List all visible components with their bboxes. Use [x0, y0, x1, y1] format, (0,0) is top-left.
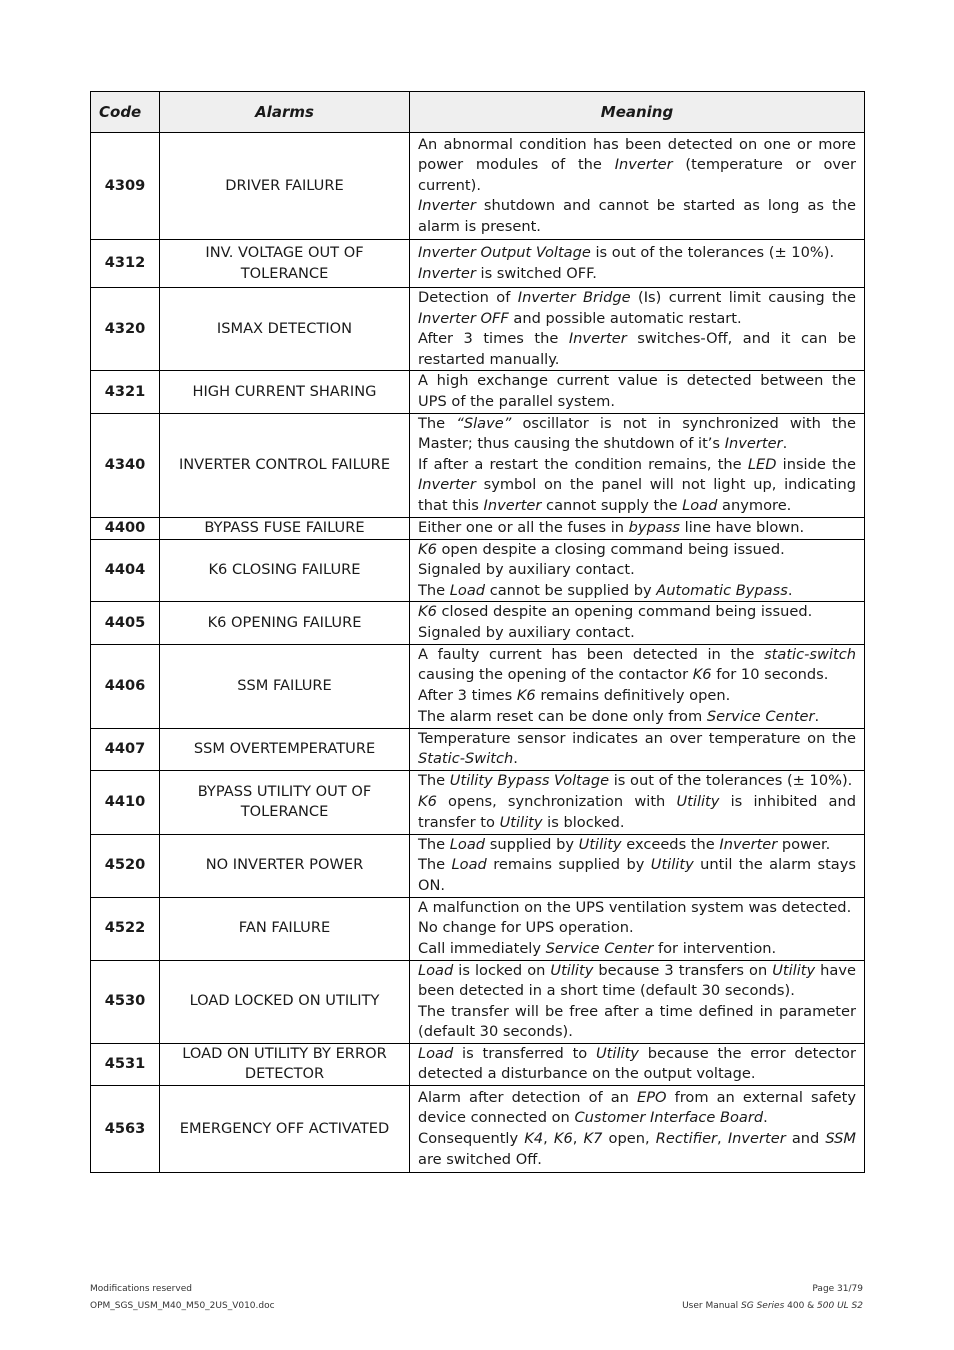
footer-manual-title	[682, 1301, 863, 1311]
header-meaning: Meaning	[410, 92, 865, 133]
meaning-term: LED	[747, 455, 777, 473]
alarm-name: K6 OPENING FAILURE	[160, 602, 410, 644]
meaning-text: supplied by	[485, 835, 579, 853]
meaning-term: Utility	[499, 813, 543, 831]
meaning-text: is out of the tolerances (± 10%).	[609, 772, 853, 790]
meaning-paragraph	[418, 1044, 856, 1085]
alarm-name: NO INVERTER POWER	[160, 834, 410, 897]
footer-page-number: Page 31/79	[812, 1284, 863, 1294]
meaning-term: K6	[516, 687, 536, 705]
meaning-text: closed despite an opening command being issued.	[436, 603, 813, 621]
meaning-text: (temperature or over current).	[418, 156, 856, 194]
meaning-term: K6	[418, 792, 437, 810]
table-row	[91, 539, 865, 602]
meaning-text: open despite a closing command being issued.	[436, 540, 785, 558]
meaning-text: exceeds the	[621, 835, 720, 853]
alarm-meaning	[410, 539, 865, 602]
alarm-name: INV. VOLTAGE OUT OF TOLERANCE	[160, 240, 410, 288]
footer-manual-series: SG Series	[741, 1301, 785, 1311]
meaning-text: No change for UPS operation.	[418, 919, 634, 937]
meaning-paragraph	[418, 264, 856, 285]
alarm-meaning	[410, 834, 865, 897]
meaning-text: If after a restart the condition remains, the	[418, 455, 748, 473]
meaning-text: have been detected in a short time (default 30 seconds).	[418, 961, 856, 1000]
meaning-text: and possible automatic restart.	[508, 309, 742, 327]
alarm-name: K6 CLOSING FAILURE	[160, 539, 410, 602]
table-row	[91, 1086, 865, 1173]
alarm-code: 4410	[91, 770, 160, 834]
meaning-term: K6	[692, 666, 712, 684]
meaning-text: A malfunction on the UPS ventilation system was detected.	[418, 898, 852, 916]
meaning-text: .	[763, 1109, 768, 1127]
alarm-name: INVERTER CONTROL FAILURE	[160, 413, 410, 517]
meaning-text: The	[418, 772, 450, 790]
meaning-text: for 10 seconds.	[711, 666, 829, 684]
meaning-text: Temperature sensor indicates an over temperature on the	[418, 729, 856, 747]
meaning-text: oscillator is not in synchronized with the Master; thus causing the shutdown of it’s	[418, 414, 856, 453]
alarm-name: LOAD LOCKED ON UTILITY	[160, 960, 410, 1043]
meaning-paragraph	[418, 961, 856, 1002]
alarm-name: DRIVER FAILURE	[160, 133, 410, 240]
meaning-text: A faulty current has been detected in the	[418, 645, 765, 663]
alarm-code: 4400	[91, 517, 160, 539]
meaning-text: symbol on the panel will not light up, indicating that this	[418, 476, 856, 514]
meaning-text: The	[418, 835, 450, 853]
meaning-text: Either one or all the fuses in	[418, 518, 629, 536]
meaning-text: is blocked.	[542, 813, 625, 831]
alarm-code: 4530	[91, 960, 160, 1043]
meaning-term: Load	[449, 835, 486, 853]
meaning-text: .	[787, 581, 793, 599]
meaning-text: ,	[717, 1130, 728, 1148]
meaning-text: power.	[777, 835, 831, 853]
meaning-term: Load	[451, 856, 487, 874]
table-row	[91, 240, 865, 288]
alarm-meaning	[410, 517, 865, 539]
meaning-paragraph	[418, 196, 856, 237]
meaning-text: (Is) current limit causing the	[630, 289, 856, 306]
meaning-text: The transfer will be free after a time defined in parameter (default 30 seconds).	[418, 1002, 856, 1041]
meaning-paragraph	[418, 707, 856, 728]
table-row	[91, 1043, 865, 1085]
meaning-paragraph	[418, 939, 856, 960]
meaning-text: anymore.	[717, 496, 792, 514]
alarm-meaning	[410, 728, 865, 770]
alarm-meaning	[410, 413, 865, 517]
meaning-term: Utility	[578, 835, 622, 853]
header-alarms: Alarms	[160, 92, 410, 133]
meaning-paragraph	[418, 623, 856, 644]
meaning-text: Alarm after detection of an	[418, 1088, 637, 1106]
meaning-paragraph	[418, 855, 856, 896]
meaning-text: Signaled by auxiliary contact.	[418, 623, 635, 641]
meaning-text: is out of the tolerances (± 10%).	[590, 243, 835, 261]
table-row	[91, 728, 865, 770]
table-row	[91, 602, 865, 644]
footer-manual-prefix: User Manual	[682, 1301, 742, 1311]
meaning-text: After 3 times the	[418, 330, 569, 348]
meaning-text: from an external safety device connected on	[418, 1088, 856, 1127]
table-row	[91, 371, 865, 413]
meaning-text: The	[418, 581, 450, 599]
meaning-text: switches-Off, and it can be restarted manually.	[418, 330, 856, 368]
meaning-term: Inverter	[483, 496, 542, 514]
meaning-term: Inverter	[418, 197, 476, 215]
meaning-term: Load	[418, 961, 454, 979]
table-row	[91, 288, 865, 371]
meaning-text: because the error detector detected a disturbance on the output voltage.	[418, 1044, 856, 1083]
meaning-text: Detection of	[418, 289, 518, 306]
header-code: Code	[91, 92, 160, 133]
alarm-name: SSM FAILURE	[160, 644, 410, 728]
meaning-text: remains definitively open.	[535, 687, 731, 705]
alarm-code: 4405	[91, 602, 160, 644]
meaning-paragraph	[418, 645, 856, 686]
meaning-term: Service Center	[706, 707, 815, 725]
meaning-term: EPO	[636, 1088, 667, 1106]
meaning-term: Utility	[676, 792, 720, 810]
alarm-meaning	[410, 133, 865, 240]
table-row	[91, 960, 865, 1043]
meaning-paragraph	[418, 518, 856, 539]
meaning-text: The	[418, 414, 457, 432]
alarm-code: 4531	[91, 1043, 160, 1085]
alarm-name: SSM OVERTEMPERATURE	[160, 728, 410, 770]
meaning-term: Rectifier	[655, 1130, 718, 1148]
alarm-table	[90, 91, 865, 1173]
alarm-meaning	[410, 960, 865, 1043]
alarm-code: 4340	[91, 413, 160, 517]
meaning-text: .	[814, 707, 820, 725]
meaning-paragraph	[418, 1129, 856, 1170]
alarm-name: HIGH CURRENT SHARING	[160, 371, 410, 413]
meaning-term: K4	[524, 1130, 544, 1148]
meaning-paragraph	[418, 686, 856, 707]
meaning-text: ,	[572, 1130, 584, 1148]
alarm-code: 4321	[91, 371, 160, 413]
meaning-term: Customer Interface Board	[574, 1109, 764, 1127]
meaning-text: .	[513, 750, 518, 768]
meaning-paragraph	[418, 540, 856, 561]
meaning-term: Static-Switch	[418, 750, 514, 768]
meaning-term: Inverter OFF	[418, 309, 509, 327]
meaning-paragraph	[418, 729, 856, 770]
meaning-term: Load	[682, 496, 718, 514]
meaning-paragraph	[418, 918, 856, 939]
meaning-text: The alarm reset can be done only from	[418, 707, 707, 725]
meaning-term: K6	[553, 1130, 573, 1148]
table-row	[91, 133, 865, 240]
alarm-code: 4407	[91, 728, 160, 770]
meaning-text: ,	[543, 1130, 554, 1148]
meaning-paragraph	[418, 1088, 856, 1129]
alarm-name: ISMAX DETECTION	[160, 288, 410, 371]
meaning-term: Utility	[550, 961, 594, 979]
table-row	[91, 413, 865, 517]
meaning-term: K6	[418, 540, 437, 558]
meaning-text: The	[418, 856, 452, 874]
alarm-meaning	[410, 1043, 865, 1085]
alarm-name: LOAD ON UTILITY BY ERROR DETECTOR	[160, 1043, 410, 1085]
meaning-paragraph	[418, 581, 856, 602]
meaning-text: and	[785, 1130, 826, 1148]
meaning-term: bypass	[628, 518, 680, 536]
meaning-text: After 3 times	[418, 687, 517, 705]
meaning-paragraph	[418, 792, 856, 833]
meaning-term: Utility	[596, 1044, 639, 1062]
meaning-term: Inverter	[724, 435, 783, 453]
alarm-meaning	[410, 770, 865, 834]
table-row	[91, 517, 865, 539]
meaning-term: Inverter Output Voltage	[418, 243, 591, 261]
meaning-text: causing the opening of the contactor	[418, 666, 693, 684]
meaning-term: Load	[418, 1044, 454, 1062]
alarm-meaning	[410, 371, 865, 413]
meaning-term: “Slave”	[456, 414, 512, 432]
meaning-paragraph	[418, 329, 856, 370]
meaning-text: An abnormal condition has been detected on one or more power modules of the	[418, 135, 856, 174]
alarm-meaning	[410, 1086, 865, 1173]
meaning-paragraph	[418, 414, 856, 455]
meaning-paragraph	[418, 371, 856, 412]
meaning-term: Inverter	[614, 156, 673, 174]
meaning-text: cannot be supplied by	[485, 581, 657, 599]
meaning-term: K6	[418, 603, 437, 621]
alarm-code: 4563	[91, 1086, 160, 1173]
meaning-paragraph	[418, 135, 856, 197]
alarm-meaning	[410, 644, 865, 728]
meaning-text: is transferred to	[453, 1044, 596, 1062]
alarm-code: 4406	[91, 644, 160, 728]
meaning-term: Inverter	[418, 476, 476, 494]
meaning-text: are switched Off.	[418, 1150, 542, 1168]
meaning-term: Inverter Bridge	[517, 289, 631, 306]
meaning-term: Utility	[650, 856, 694, 874]
meaning-term: Inverter	[727, 1130, 786, 1148]
alarm-name: BYPASS FUSE FAILURE	[160, 517, 410, 539]
footer-filename: OPM_SGS_USM_M40_M50_2US_V010.doc	[90, 1301, 275, 1311]
meaning-text: .	[782, 435, 788, 453]
meaning-text: open,	[602, 1130, 656, 1148]
meaning-paragraph	[418, 560, 856, 581]
meaning-term: Inverter	[418, 264, 476, 282]
alarm-meaning	[410, 288, 865, 371]
meaning-text: Signaled by auxiliary contact.	[418, 561, 635, 579]
alarm-name: EMERGENCY OFF ACTIVATED	[160, 1086, 410, 1173]
table-row	[91, 644, 865, 728]
alarm-code: 4320	[91, 288, 160, 371]
meaning-term: Utility	[772, 961, 816, 979]
table-row	[91, 770, 865, 834]
table-header-row	[91, 92, 865, 133]
alarm-meaning	[410, 897, 865, 960]
table-row	[91, 834, 865, 897]
meaning-paragraph	[418, 835, 856, 856]
meaning-term: Utility Bypass Voltage	[449, 772, 610, 790]
alarm-meaning	[410, 602, 865, 644]
meaning-paragraph	[418, 898, 856, 919]
meaning-text: Consequently	[418, 1130, 525, 1148]
alarm-code: 4404	[91, 539, 160, 602]
meaning-paragraph	[418, 1002, 856, 1043]
meaning-term: static-switch	[764, 645, 856, 663]
meaning-text: A high exchange current value is detected between the UPS of the parallel system.	[418, 372, 856, 410]
alarm-code: 4312	[91, 240, 160, 288]
footer-manual-mid: 400 &	[784, 1301, 818, 1311]
meaning-term: Load	[449, 581, 486, 599]
meaning-text: line have blown.	[680, 518, 805, 536]
meaning-term: Inverter	[568, 330, 627, 348]
alarm-code: 4520	[91, 834, 160, 897]
meaning-paragraph	[418, 243, 856, 264]
alarm-code: 4522	[91, 897, 160, 960]
alarm-code: 4309	[91, 133, 160, 240]
meaning-term: Automatic Bypass	[656, 581, 788, 599]
meaning-text: until the alarm stays ON.	[418, 856, 856, 894]
meaning-paragraph	[418, 455, 856, 517]
meaning-term: K7	[583, 1130, 603, 1148]
meaning-text: is inhibited and transfer to	[418, 792, 856, 831]
meaning-text: remains supplied by	[486, 856, 651, 874]
meaning-paragraph	[418, 771, 856, 792]
meaning-text: shutdown and cannot be started as long as the alarm is present.	[418, 197, 856, 235]
footer-modifications: Modifications reserved	[90, 1284, 192, 1294]
footer-manual-suffix: 500 UL S2	[817, 1301, 863, 1311]
meaning-text: cannot supply the	[541, 496, 683, 514]
meaning-text: because 3 transfers on	[593, 961, 773, 979]
alarm-name: FAN FAILURE	[160, 897, 410, 960]
meaning-text: for intervention.	[653, 939, 777, 957]
meaning-text: is locked on	[453, 961, 551, 979]
alarm-name: BYPASS UTILITY OUT OF TOLERANCE	[160, 770, 410, 834]
meaning-term: Inverter	[719, 835, 778, 853]
meaning-text: opens, synchronization with	[436, 792, 677, 810]
table-row	[91, 897, 865, 960]
meaning-text: inside the	[776, 455, 856, 473]
meaning-term: SSM	[825, 1130, 857, 1148]
meaning-text: is switched OFF.	[475, 264, 597, 282]
alarm-meaning	[410, 240, 865, 288]
meaning-paragraph	[418, 288, 856, 329]
meaning-paragraph	[418, 602, 856, 623]
meaning-term: Service Center	[545, 939, 654, 957]
meaning-text: Call immediately	[418, 939, 546, 957]
